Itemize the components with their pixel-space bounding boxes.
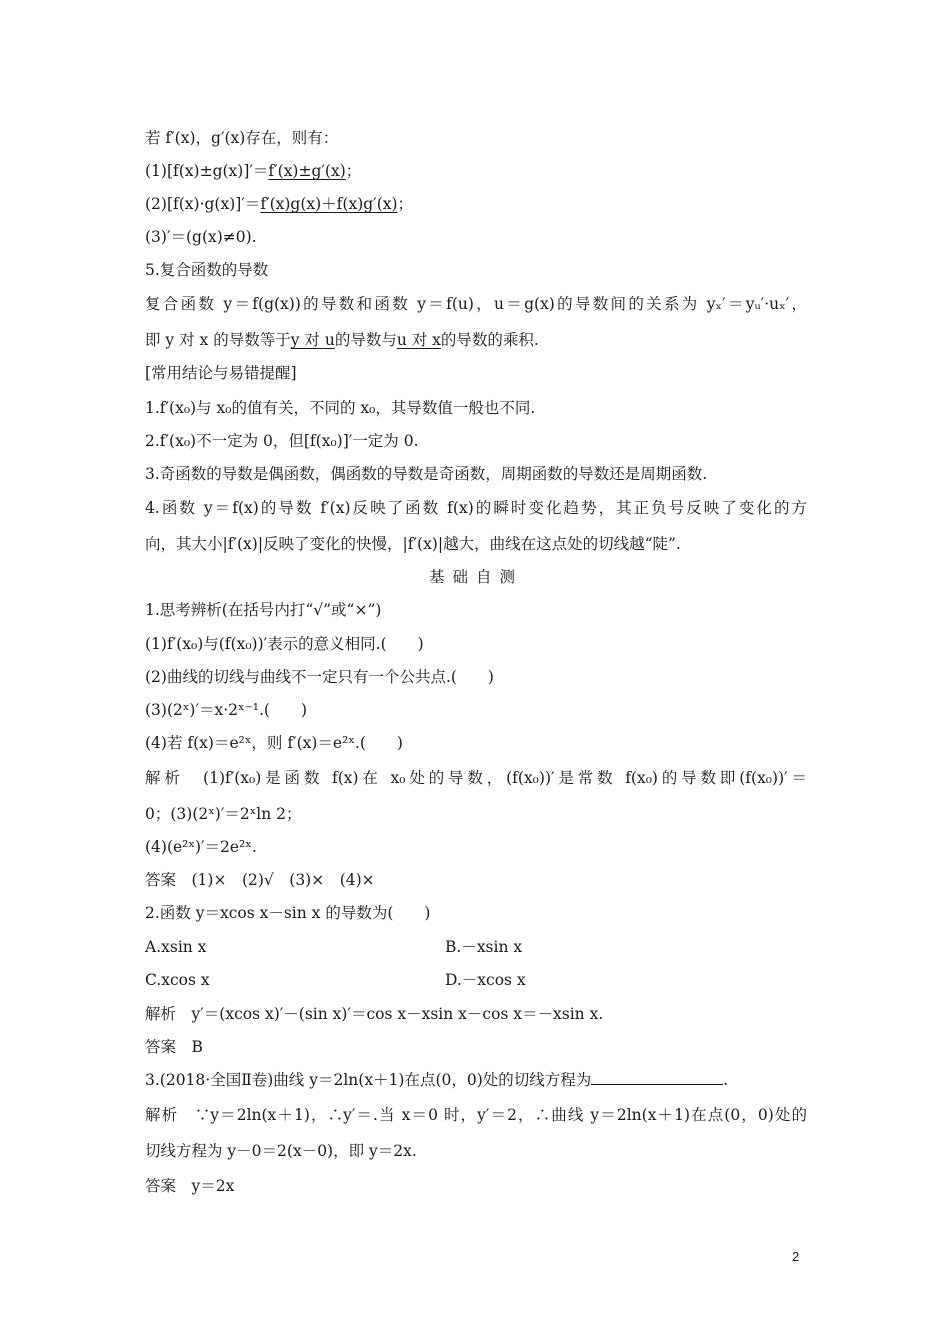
text-line: 3.奇函数的导数是偶函数，偶函数的导数是奇函数，周期函数的导数还是周期函数.: [145, 465, 708, 483]
text-segment: ；: [397, 195, 414, 213]
underlined-answer: y 对 u: [290, 331, 335, 349]
underlined-answer: u 对 x: [396, 331, 441, 349]
text-segment: (2)[f(x)·g(x)]′＝: [145, 195, 261, 213]
text-line: (3)′＝(g(x)≠0).: [145, 228, 257, 246]
option-a: A.xsin x: [145, 938, 207, 956]
text-line: (4)若 f(x)＝e²ˣ，则 f′(x)＝e²ˣ.( ): [145, 734, 403, 752]
text-line: 切线方程为 y－0＝2(x－0)，即 y＝2x.: [145, 1142, 417, 1160]
text-segment: .: [723, 1071, 729, 1089]
text-line: [145, 194, 413, 214]
text-line: 0；(3)(2ˣ)′＝2ˣln 2；: [145, 805, 302, 823]
text-line: 1.f′(x₀)与 x₀的值有关，不同的 x₀，其导数值一般也不同.: [145, 399, 536, 417]
answer-blank: [591, 1070, 723, 1085]
text-line: 2.f′(x₀)不一定为 0，但[f(x₀)]′一定为 0.: [145, 432, 419, 450]
text-line: [145, 161, 361, 181]
option-c: C.xcos x: [145, 971, 210, 989]
text-line: (2)曲线的切线与曲线不一定只有一个公共点.( ): [145, 668, 494, 686]
text-segment: ；: [345, 162, 362, 180]
text-line: 4.函数 y＝f(x)的导数 f′(x)反映了函数 f(x)的瞬时变化趋势，其正负号反映了变化的方: [145, 499, 807, 517]
underlined-answer: f′(x)g(x)＋f(x)g′(x): [260, 195, 398, 213]
option-d: D.－xcos x: [445, 971, 526, 989]
question-title: [145, 1070, 728, 1090]
text-segment: 的导数与: [334, 331, 397, 349]
answer-line: 答案 y＝2x: [145, 1177, 235, 1195]
option-row: [145, 937, 807, 957]
text-segment: 3.(2018·全国Ⅱ卷)曲线 y＝2ln(x＋1)在点(0，0)处的切线方程为: [145, 1071, 592, 1089]
section-heading: 5.复合函数的导数: [145, 261, 269, 279]
text-line: 解析 y′＝(xcos x)′－(sin x)′＝cos x－xsin x－cos x＝－xsin x.: [145, 1005, 604, 1023]
underlined-answer: f′(x)±g′(x): [268, 162, 346, 180]
text-line: 解析 ∵y＝2ln(x＋1)，∴y′＝.当 x＝0 时，y′＝2，∴曲线 y＝2ln(x＋1)在点(0，0)处的: [145, 1106, 807, 1124]
option-row: [145, 970, 807, 990]
question-title: 1.思考辨析(在括号内打“√”或“×”): [145, 601, 382, 619]
text-line: (3)(2ˣ)′＝x·2ˣ⁻¹.( ): [145, 701, 308, 719]
option-b: B.－xsin x: [445, 938, 523, 956]
text-line: 向，其大小|f′(x)|反映了变化的快慢，|f′(x)|越大，曲线在这点处的切线越“陡”.: [145, 535, 681, 553]
section-heading: [常用结论与易错提醒]: [145, 364, 297, 382]
text-line: 解析 (1)f′(x₀)是函数 f(x)在 x₀处的导数，(f(x₀))′是常数 f(x₀)的导数即(f(x₀))′＝: [145, 769, 807, 787]
page-number: 2: [792, 1249, 800, 1264]
text-segment: 即 y 对 x 的导数等于: [145, 331, 291, 349]
text-segment: 的导数的乘积.: [440, 331, 539, 349]
text-line: (4)(e²ˣ)′＝2e²ˣ.: [145, 838, 257, 856]
text-line: (1)f′(x₀)与(f(x₀))′表示的意义相同.( ): [145, 635, 424, 653]
text-line: 若 f′(x)，g′(x)存在，则有：: [145, 129, 339, 147]
answer-line: 答案 B: [145, 1038, 203, 1056]
text-line: [145, 330, 539, 350]
question-title: 2.函数 y＝xcos x－sin x 的导数为( ): [145, 904, 431, 922]
text-segment: (1)[f(x)±g(x)]′＝: [145, 162, 269, 180]
text-line: 复合函数 y＝f(g(x))的导数和函数 y＝f(u)，u＝g(x)的导数间的关系为 yₓ′＝yᵤ′·uₓ′，: [145, 295, 807, 313]
section-title: 基础自测: [428, 568, 523, 586]
answer-line: 答案 (1)× (2)√ (3)× (4)×: [145, 871, 375, 889]
